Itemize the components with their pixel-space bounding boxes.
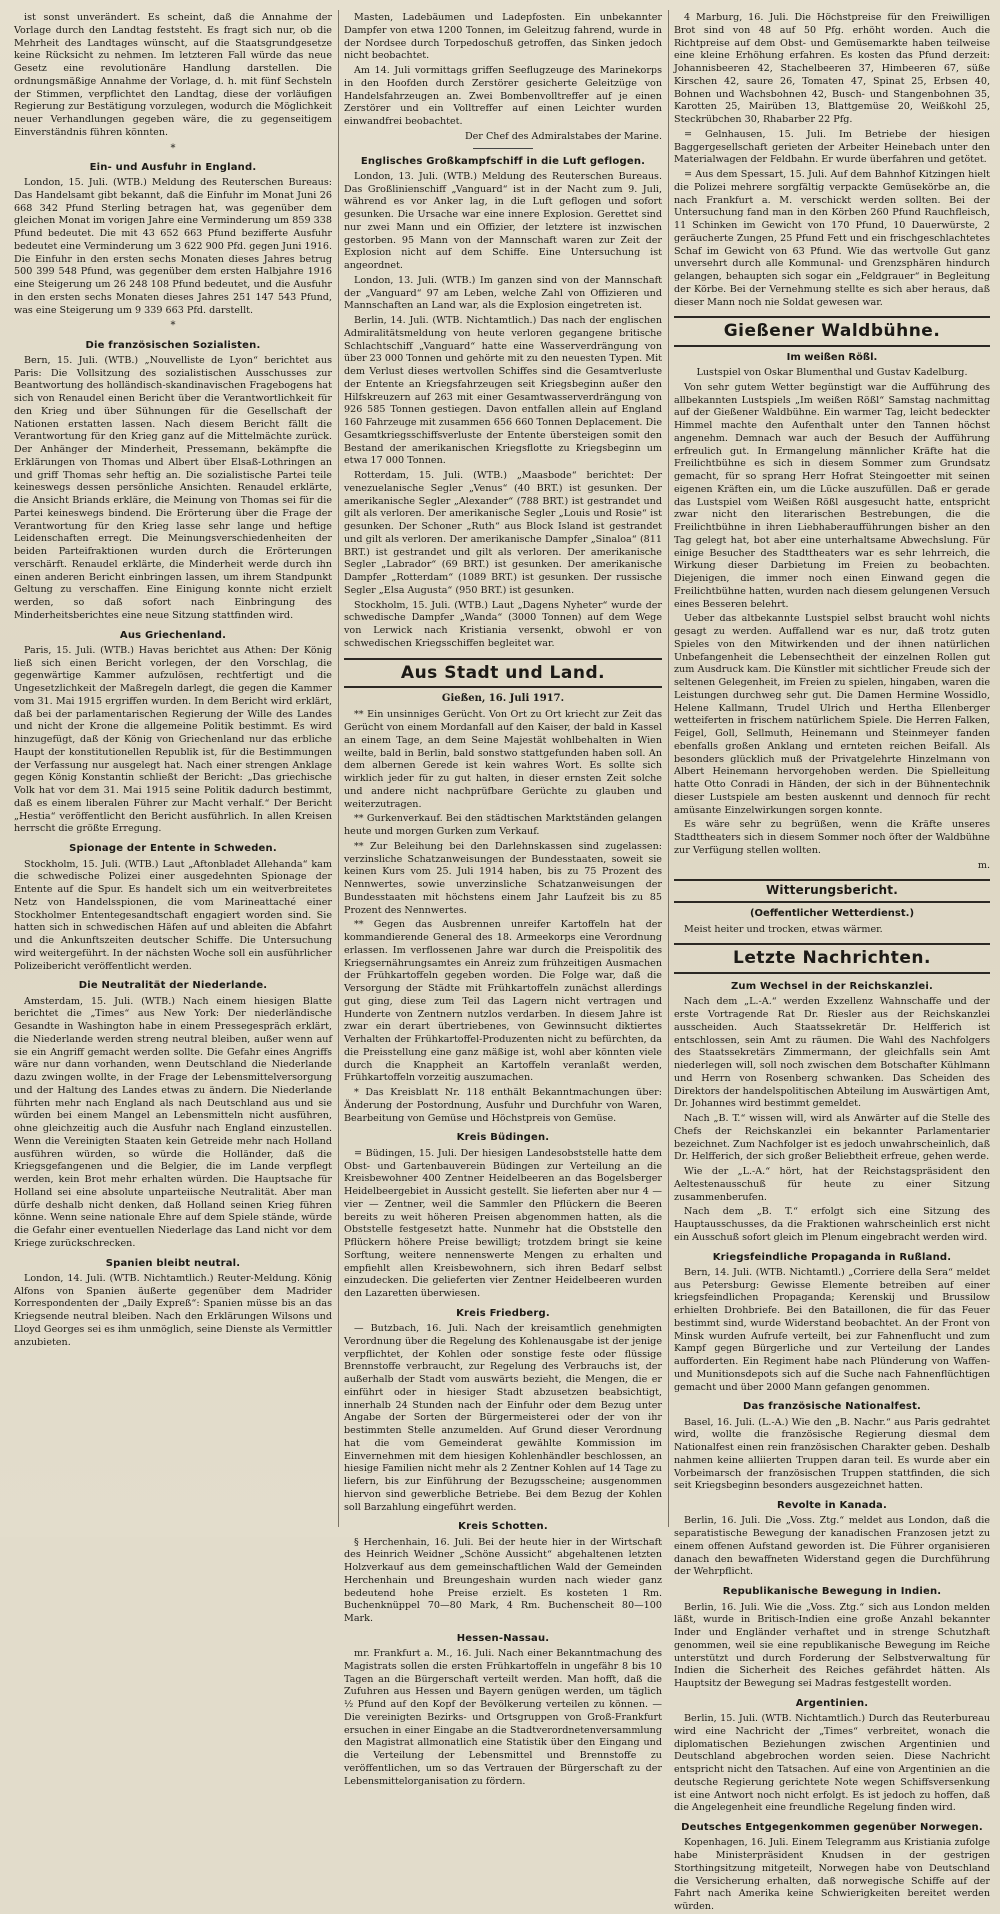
- article-paragraph: Bern, 15. Juli. (WTB.) „Nouvelliste de Lyon“ berichtet aus Paris: Die Vollsitzung des sozialistischen Ausschusses zur Beantwortung des holländisch-skandinavischen Fragebogens hat sich von Renaudel einen Bericht über die Verantwortlichkeit für den Krieg und über Sühnungen für die Gesellschaft der Nationen erstatten lassen. Nach diesem Bericht fällt die Verantwortung für den Krieg ganz auf die Mittelmächte zurück. Der Anhänger der Minderheit, Pressemann, bekämpfte die Erklärungen von Thomas und Albert über Elsaß-Lothringen an und griff Thomas sehr heftig an. Die sozialistische Partei teile keineswegs dessen persönliche Ansichten. Renaudel erklärte, die Ansicht Briands erkläre, die Meinung von Thomas sei für die Partei keineswegs bindend. Die Erörterung über die Frage der Verantwortung für den Krieg lasse sehr lange und heftige Leidenschaften erregt. Die Meinungsverschiedenheiten der beiden Parteifraktionen wurden durch die Erörterungen verschärft. Renaudel erklärte, die Minderheit werde durch ihn einen anderen Bericht einbringen lassen, um ihrem Standpunkt Geltung zu verschaffen. Eine Einigung konnte nicht erzielt werden, so daß sofort nach Einbringung des Minderheitsberichtes eine neue Sitzung stattfinden wird.: [14, 354, 332, 621]
- section-dateline: Gießen, 16. Juli 1917.: [441, 693, 565, 705]
- article-paragraph: London, 13. Juli. (WTB.) Im ganzen sind von der Mannschaft der „Vanguard“ 97 am Leben, welche Zahl von Offizieren und Mannschaften an Land war, als die Explosion eingetreten ist.: [344, 274, 662, 312]
- article-heading: Das französische Nationalfest.: [742, 1401, 922, 1413]
- article-signature: Der Chef des Admiralstabes der Marine.: [464, 130, 662, 142]
- article-heading: Ein- und Ausfuhr in England.: [89, 161, 257, 173]
- article-paragraph: London, 14. Juli. (WTB. Nichtamtlich.) Reuter-Meldung. König Alfons von Spanien äußerte gegenüber dem Madrider Korrespondenten der „Daily Expreß“: Spanien müsse bis an das Kriegsende neutral bleiben. Nach den Erklärungen Wilsons und Lloyd Georges sei es ihm unmöglich, seine Dienste als Vermittler anzubieten.: [14, 1272, 332, 1348]
- article-heading: Zum Wechsel in der Reichskanzlei.: [730, 981, 934, 993]
- article-paragraph: Berlin, 16. Juli. Wie die „Voss. Ztg.“ sich aus London melden läßt, wurde in Britisch-Indien eine große Anzahl bekannter Inder und Engländer verhaftet und in strenge Schutzhaft genommen, weil sie eine republikanische Bewegung im Reiche unterstützt und durch Forderung der Selbstverwaltung für Indien die Sicherheit des Reiches gefährdet hätten. Als Hauptsitz der Bewegung sei Madras festgestellt worden.: [674, 1601, 990, 1689]
- column-divider: [668, 10, 669, 1527]
- article-paragraph: ** Gurkenverkauf. Bei den städtischen Marktständen gelangen heute und morgen Gurken zum Verkauf.: [344, 813, 662, 838]
- article-heading: Hessen-Nassau.: [456, 1632, 550, 1644]
- article-paragraph: Wie der „L.-A.“ hört, hat der Reichstagspräsident den Aeltestenausschuß für heute zu einer Sitzung zusammenberufen.: [674, 1166, 990, 1203]
- section-subheading: Im weißen Rößl.: [786, 351, 878, 363]
- article-paragraph: London, 15. Juli. (WTB.) Meldung des Reuterschen Bureaus: Das Handelsamt gibt bekannt, daß die Einfuhr im Monat Juni 26 668 342 Pfund Sterling betragen hat, was gegenüber dem gleichen Monat im vorigen Jahre eine Verminderung um 859 338 Pfund bedeutet. Die mit 43 652 663 Pfund bezifferte Ausfuhr bedeutet eine Verminderung um 3 622 900 Pfd. gegen Juni 1916. Die Einfuhr in den ersten sechs Monaten dieses Jahres betrug 500 399 548 Pfund, was gegenüber dem ersten Halbjahre 1916 eine Steigerung um 26 248 108 Pfund bedeutet, und die Ausfuhr in den ersten sechs Monaten dieses Jahres 251 147 543 Pfund, was eine Steigerung um 9 339 663 Pfd. darstellt.: [14, 177, 332, 316]
- article-paragraph: Bern, 14. Juli. (WTB. Nichtamtl.) „Corriere della Sera“ meldet aus Petersburg: Gewisse Elemente betreiben auf einer kriegsfeindlichen Propaganda; Kerenskij und Brussilow erhielten Drohbriefe. Bei den Bataillonen, die für das Feuer bestimmt sind, wurde Widerstand beobachtet. An der Front von Minsk wurden Aufrufe verteilt, bei zur Fahnenflucht und zum Kampf gegen Bürgerliche und zur Verteilung der Landes aufforderten. Ein Regiment habe nach Plünderung von Waffen- und Munitionsdepots sich auf die Suche nach Fahnenflüchtigen gemacht und über 2000 Mann gefangen genommen.: [674, 1266, 990, 1393]
- article-signature: m.: [977, 859, 990, 871]
- article-heading: Englisches Großkampfschiff in die Luft geflogen.: [360, 155, 646, 167]
- article-paragraph: § Herchenhain, 16. Juli. Bei der heute hier in der Wirtschaft des Heinrich Weidner „Schöne Aussicht“ abgehaltenen letzten Holzverkauf aus dem gemeinschaftlichen Wald der Gemeinden Herchenhain und Breungeshain wurden nach wieder ganz bedeutend hohe Preise erzielt. Es kosteten 1 Rm. Buchenknüppel 70—80 Mark, 4 Rm. Buchenscheit 80—100 Mark.: [344, 1536, 662, 1625]
- article-paragraph: Masten, Ladebäumen und Ladepfosten. Ein unbekannter Dampfer von etwa 1200 Tonnen, im Geleitzug fahrend, wurde in der Nordsee durch Torpedoschuß getroffen, das Sinken jedoch nicht beobachtet.: [344, 12, 662, 62]
- article-paragraph: Von sehr gutem Wetter begünstigt war die Aufführung des allbekannten Lustspiels „Im weißen Rößl“ Samstag nachmittag auf der Gießener Waldbühne. Ein warmer Tag, leicht bedeckter Himmel machte den Aufenthalt unter den Tannen höchst angenehm. Demnach war auch der Besuch der Aufführung erfreulich gut. In Ermangelung männlicher Kräfte hat die Freilichtbühne es sich in diesem Sommer zum Grundsatz gemacht, für so sprang Herr Hofrat Steingoetter mit seinen eigenen Kräften ein, um die Lücke auszufüllen. Daß er gerade das Lustspiel vom Weißen Rößl ausgesucht hatte, entspricht zwar nicht den literarischen Bestrebungen, die die Freilichtbühne in ihren Liebhaberaufführungen bisher an den Tag gelegt hat, bot aber eine unterhaltsame Abwechslung. Für einige Besucher des Stadttheaters war es sehr lehrreich, die Wirkung dieser Darbietung im Freien zu beobachten. Diejenigen, die immer noch einen Einwand gegen die Freilichtbühne hatten, wurden nach diesem gelungenen Versuch eines Besseren belehrt.: [674, 381, 990, 610]
- article-paragraph: Amsterdam, 15. Juli. (WTB.) Nach einem hiesigen Blatte berichtet die „Times“ aus New York: Der niederländische Gesandte in Washington habe in einem Pressegespräch erklärt, die Niederlande werden streng neutral bleiben, außer wenn auf sie ein Angriff gemacht werden sollte. Die Gefahr eines Angriffs wäre nur dann vorhanden, wenn Deutschland die Niederlande dazu zwingen wollte, in der Frage der Lebensmittelversorgung und der Haltung des Landes etwas zu ändern. Die Niederlande führten mehr nach England als nach Deutschland aus und sie würden bei einem Mangel an Lebensmitteln nicht ausführen, ohne gleichzeitig auch die Ausfuhr nach England einzustellen. Wenn die Vereinigten Staaten kein Getreide mehr nach Holland ausführen würden, so würde die Holländer, daß die Kriegsgefangenen und die Belgier, die im Lande verpflegt werden, kein Brot mehr erhalten würden. Die Hauptsache für Holland sei eine absolute unparteiische Neutralität. Aber man dürfe deshalb nicht denken, daß Holland seinen Krieg führen könne. Wenn seine nationale Ehre auf dem Spiele stände, würde die Gefahr einer eventuellen Niederlage das Land nicht vor dem Kriege zurückschrecken.: [14, 995, 332, 1249]
- article-paragraph: Berlin, 14. Juli. (WTB. Nichtamtlich.) Das nach der englischen Admiralitätsmeldung von heute verloren gegangene britische Schlachtschiff „Vanguard“ hatte eine Wasserverdrängung von über 23 000 Tonnen und gehörte mit zu den neuesten Typen. Mit dem Verlust dieses wertvollen Schiffes sind die Gesamtverluste der Entente an Kriegsfahrzeugen seit Kriegsbeginn außer den Hilfskreuzern auf 263 mit einer Gesamtwasserverdrängung von 926 585 Tonnen gestiegen. Davon entfallen allein auf England 160 Fahrzeuge mit zusammen 656 660 Tonnen Deplacement. Die Gesamtkriegsschiffsverluste der Entente übersteigen somit den Bestand der amerikanischen Kriegsflotte zu Kriegsbeginn um etwa 17 000 Tonnen.: [344, 315, 662, 467]
- article-heading: Revolte in Kanada.: [776, 1500, 888, 1512]
- article-paragraph: Nach dem „B. T.“ erfolgt sich eine Sitzung des Hauptausschusses, da die Fraktionen wahrscheinlich erst nicht ein Ausschuß sofort gleich im Plenum eingebracht werden wird.: [674, 1206, 990, 1243]
- separator-star: *: [170, 142, 176, 154]
- article-heading: Republikanische Bewegung in Indien.: [722, 1586, 942, 1598]
- section-heading: Aus Stadt und Land.: [344, 658, 662, 689]
- column-right: [674, 12, 990, 1913]
- article-paragraph: * Das Kreisblatt Nr. 118 enthält Bekanntmachungen über: Änderung der Postordnung, Ausfuhr und Durchfuhr von Waren, Bearbeitung von Gemüse und Höchstpreis von Gemüse.: [344, 1087, 662, 1124]
- article-heading: Kreis Friedberg.: [456, 1307, 550, 1319]
- section-heading: Gießener Waldbühne.: [674, 316, 990, 347]
- column-middle: [344, 12, 662, 1787]
- article-heading: Die französischen Sozialisten.: [85, 339, 261, 351]
- article-paragraph: Stockholm, 15. Juli. (WTB.) Laut „Dagens Nyheter“ wurde der schwedische Dampfer „Wanda“ (3000 Tonnen) auf dem Wege von Lerwick nach Kristiania versenkt, obwohl er von schwedischen Kriegsschiffen begleitet war.: [344, 599, 662, 649]
- article-paragraph: = Büdingen, 15. Juli. Der hiesigen Landesobststelle hatte dem Obst- und Gartenbauverein Büdingen zur Verteilung an die Kreisbewohner 400 Zentner Heidelbeeren an das Bogelsberger Heidelbeergebiet in Aussicht gestellt. Sie lieferten aber nur 4 — vier — Zentner, weil die Sammler den Pflückern die Beeren bereits zu weit höheren Preisen abgenommen hatten, als die Obststelle festgesetzt hatte. Nunmehr hat die Obststelle den Pflückern höhere Preise bewilligt; trotzdem bringt sie keine Sorftung, weitere nennenswerte Mengen zu erhalten und empfiehlt allen Kreisbewohnern, sich ihren Bedarf selbst einzudecken. Die gelieferten vier Zentner Heidelbeeren wurden den Lazaretten überwiesen.: [344, 1147, 662, 1299]
- separator-star: *: [170, 320, 176, 332]
- separator-line: [473, 148, 533, 149]
- article-paragraph: Meist heiter und trocken, etwas wärmer.: [684, 923, 883, 935]
- article-paragraph: Berlin, 16. Juli. Die „Voss. Ztg.“ meldet aus London, daß die separatistische Bewegung der kanadischen Franzosen jetzt zu einem offenen Aufstand geworden ist. Die Führer organisieren danach den bewaffneten Widerstand gegen die Durchführung der Wehrpflicht.: [674, 1515, 990, 1578]
- article-paragraph: Stockholm, 15. Juli. (WTB.) Laut „Aftonbladet Allehanda“ kam die schwedische Polizei einer ausgedehnten Spionage der Entente auf die Spur. Es handelt sich um ein weitverbreitetes Netz von Handelsspionen, die vom Marineattaché einer Stockholmer Ententegesandtschaft engagiert worden sind. Sie hatten sich in schwedischen Häfen auf und ableiten die Abfahrt und die Ankunftszeiten deutscher Schiffe. Die Untersuchung wird weitergeführt. In der nächsten Woche soll ein ausführlicher Polizeibericht veröffentlicht werden.: [14, 858, 332, 972]
- article-paragraph: — Butzbach, 16. Juli. Nach der kreisamtlich genehmigten Verordnung über die Regelung des Kohlenausgabe ist der jenige verpflichtet, der Kohlen oder sonstige feste oder flüssige Brennstoffe verbraucht, zur Regelung des Verbrauchs ist, der außerhalb der Stadt vom auswärts bezieht, die Mengen, die er einführt oder in hiesiger Stadt abzusetzen beabsichtigt, innerhalb 24 Stunden nach der Einfuhr oder dem Bezug unter Angabe der Sorten der Bürgermeisterei oder der von ihr bestimmten Stelle anzumelden. Auf Grund dieser Verordnung hat die vom Gemeinderat gewählte Kommission im Einvernehmen mit dem hiesigen Kohlenhändler beschlossen, an hiesige Familien nicht mehr als 2 Zentner Kohlen auf 14 Tage zu liefern, bis zur Einführung der Bezugsscheine; ausgenommen hiervon sind gewerbliche Betriebe. Bei dem Bezug der Kohlen soll Barzahlung eingeführt werden.: [344, 1323, 662, 1513]
- article-paragraph: mr. Frankfurt a. M., 16. Juli. Nach einer Bekanntmachung des Magistrats sollen die ersten Frühkartoffeln in ungefähr 8 bis 10 Tagen an die Bürgerschaft verteilt werden. Man hofft, daß die Zufuhren aus Hessen und Bayern genügen werden, um täglich ½ Pfund auf den Kopf der Bevölkerung verteilen zu können. — Die vereinigten Bezirks- und Ortsgruppen von Groß-Frankfurt ersuchen in einer Eingabe an die Stadtverordnetenversammlung den Magistrat allmonatlich eine Statistik über den Eingang und die Verteilung der Lebensmittel und Brennstoffe zu veröffentlichen, um so das Vertrauen der Bürgerschaft zu der Lebensmittelorganisation zu fördern.: [344, 1648, 662, 1787]
- column-divider: [338, 10, 339, 1527]
- section-subheading: (Oeffentlicher Wetterdienst.): [749, 908, 915, 920]
- article-paragraph: ** Ein unsinniges Gerücht. Von Ort zu Ort kriecht zur Zeit das Gerücht von einem Mordanfall auf den Kaiser, der bald in Kassel an einem Tage, an dem Seine Majestät wohlbehalten in Wien weilte, bald in Berlin, bald sonstwo stattgefunden haben soll. An dem albernen Gerede ist kein wahres Wort. Es sollte sich wirklich jeder für zu gut halten, in dieser ernsten Zeit solche und andere nicht nachprüfbare Gerüchte zu glauben und weiterzutragen.: [344, 709, 662, 810]
- article-heading: Kriegsfeindliche Propaganda in Rußland.: [712, 1251, 952, 1263]
- article-paragraph: = Gelnhausen, 15. Juli. Im Betriebe der hiesigen Baggergesellschaft gerieten der Arbeiter Heinebach unter den Materialwagen der Feldbahn. Er wurde überfahren und getötet.: [674, 128, 990, 166]
- article-paragraph: Lustspiel von Oskar Blumenthal und Gustav Kadelburg.: [696, 367, 968, 379]
- article-paragraph: = Aus dem Spessart, 15. Juli. Auf dem Bahnhof Kitzingen hielt die Polizei mehrere sorgfältig verpackte Gemüsekörbe an, die nach Frankfurt a. M. verschickt werden sollten. Bei der Untersuchung fand man in den Körben 260 Pfund Rauchfleisch, 11 Schinken im Gewicht von 170 Pfund, 10 Dauerwürste, 2 geräucherte Zungen, 25 Pfund Fett und ein frischgeschlachtetes Schaf im Gewicht von 63 Pfund. Wie das wertvolle Gut ganz unversehrt durch alle Kommunal- und Grenzsphären hindurch gelangen, behaupten sich sogar ein „Feldgrauer“ in Begleitung der Körbe. Bei der Vernehmung stellte es sich aber heraus, daß dieser Mann noch nie Soldat gewesen war.: [674, 169, 990, 308]
- article-heading: Spionage der Entente in Schweden.: [69, 843, 277, 855]
- column-left: [14, 12, 332, 1525]
- article-heading: Aus Griechenland.: [119, 629, 227, 641]
- article-paragraph: Kopenhagen, 16. Juli. Einem Telegramm aus Kristiania zufolge habe Ministerpräsident Knudsen in der gestrigen Storthingsitzung mitgeteilt, Norwegen habe von Deutschland die Versicherung erhalten, daß norwegische Schiffe auf der Fahrt nach Amerika keine Schwierigkeiten bereitet werden würden.: [674, 1837, 990, 1913]
- article-paragraph: Nach dem „L.-A.“ werden Exzellenz Wahnschaffe und der erste Vortragende Rat Dr. Riesler aus der Reichskanzlei ausscheiden. Auch Staatssekretär Dr. Helfferich ist entschlossen, sein Amt zu räumen. Die Wahl des Nachfolgers des Staatssekretärs Zimmermann, der gleichfalls sein Amt niederlegen will, soll noch zwischen dem Botschafter Kühlmann und Herrn von Rosenberg schwanken. Das Scheiden des Direktors der handelspolitischen Abteilung im Auswärtigen Amt, Dr. Johannes wird bestimmt gemeldet.: [674, 996, 990, 1110]
- article-paragraph: Ueber das altbekannte Lustspiel selbst braucht wohl nichts gesagt zu werden. Auffallend war es nur, daß trotz guten Spieles von den Mitwirkenden und der ihnen natürlichen Unbefangenheit die Lebensechtheit der einzelnen Rollen gut zum Ausdruck kam. Die Künstler mit sichtlicher Freude sich der seltenen Gelegenheit, im Freien zu spielen, hingaben, waren die Leistungen durchweg sehr gut. Die Damen Hermine Wossidlo, Helene Kallmann, Trudel Ulrich und Hertha Ellenberger wetteiferten in frischem natürlichem Spiele. Die Herren Falken, Feigel, Goll, Sellmuth, Heinemann und Steinmeyer fanden ebenfalls großen Anklang und ernteten reichen Beifall. Als besonders glücklich muß der Privatgelehrte Hinzelmann von Albert Heinemann hervorgehoben werden. Die Spielleitung hatte Otto Conradi in Händen, der sich in der Bühnentechnik dieser Lustspiele am besten auskennt und dennoch für recht amüsante Einzelwirkungen sorgen konnte.: [674, 613, 990, 816]
- article-paragraph: Paris, 15. Juli. (WTB.) Havas berichtet aus Athen: Der König ließ sich einen Bericht vorlegen, der den Vorschlag, die gegenwärtige Kammer aufzulösen, rechtfertigt und die Ungesetzlichkeit der Maßregeln darlegt, die gegen die Kammer vom 31. Mai 1915 ergriffen wurden. In dem Bericht wird erklärt, daß bei der parlamentarischen Regierung der Wille des Landes und nicht der Krone die allgemeine Politik bestimmt. Es wird hinzugefügt, daß der König von Griechenland nur das erbliche Haupt der konstitutionellen Republik ist, für die Bestimmungen der Verfassung nur ausgelegt hat. Nach einer strengen Anklage gegen König Konstantin schließt der Bericht: „Das griechische Volk hat vor dem 31. Mai 1915 seine Politik dadurch bestimmt, daß es einem liberalen Führer zur Macht verhalf.“ Der Bericht „Hestia“ veröffentlicht den Bericht ausführlich. In allen Kreisen herrscht die größte Erregung.: [14, 644, 332, 835]
- article-heading: Spanien bleibt neutral.: [105, 1257, 241, 1269]
- article-heading: Kreis Schotten.: [458, 1521, 548, 1533]
- article-heading: Kreis Büdingen.: [456, 1132, 550, 1144]
- article-heading: Argentinien.: [795, 1697, 869, 1709]
- article-heading: Deutsches Entgegenkommen gegenüber Norwegen.: [681, 1822, 983, 1834]
- article-paragraph: 4 Marburg, 16. Juli. Die Höchstpreise für den Freiwilligen Brot sind von 48 auf 50 Pfg. erhöht worden. Auch die Richtpreise auf dem Obst- und Gemüsemarkte haben teilweise eine kleine Erhöhung erfahren. Es kosten das Pfund derzeit: Johannisbeeren 42, Stachelbeeren 37, Himbeeren 67, süße Kirschen 42, saure 26, Tomaten 47, Spinat 25, Erbsen 40, Bohnen und Wachsbohnen 42, Busch- und Stangenbohnen 35, Karotten 25, Mairüben 13, Blattgemüse 20, Weißkohl 25, Steckrübchen 30, Rhabarber 22 Pfg.: [674, 12, 990, 125]
- article-paragraph: Berlin, 15. Juli. (WTB. Nichtamtlich.) Durch das Reuterbureau wird eine Nachricht der „Times“ verbreitet, wonach die diplomatischen Beziehungen zwischen Argentinien und Deutschland abgebrochen worden seien. Diese Nachricht entspricht nicht den Tatsachen. Auf eine von Argentinien an die deutsche Regierung gerichtete Note wegen Schiffsversenkung ist eine Antwort noch nicht erfolgt. Es ist jedoch zu hoffen, daß die Angelegenheit eine freundliche Regelung finden wird.: [674, 1713, 990, 1814]
- article-paragraph: Basel, 16. Juli. (L.-A.) Wie den „B. Nachr.“ aus Paris gedrahtet wird, wollte die französische Regierung diesmal dem Nationalfest einen rein französischen Charakter geben. Deshalb nahmen keine alliierten Truppen daran teil. Es wurde aber ein Vorbeimarsch der französischen Truppen stattfinden, die sich seit Kriegsbeginn besonders ausgezeichnet hatten.: [674, 1416, 990, 1492]
- article-paragraph: ist sonst unverändert. Es scheint, daß die Annahme der Vorlage durch den Landtag feststeht. Es fragt sich nur, ob die Mehrheit des Landtages wünscht, auf die Staatsgrundgesetze keine Rücksicht zu nehmen. Im letzteren Fall würde das neue Gesetz eine revolutionäre Handlung darstellen. Die ordnungsmäßige Annahme der Vorlage, d. h. mit fünf Sechsteln der Stimmen, verpflichtet den Landtag, diese der vorläufigen Regierung zur Bestätigung vorzulegen, wodurch die Möglichkeit neuer Verhandlungen gegeben wäre, die zu gegenseitigem Einverständnis führen könnten.: [14, 12, 332, 138]
- article-paragraph: ** Zur Beleihung bei den Darlehnskassen sind zugelassen: verzinsliche Schatzanweisungen der Bundesstaaten, soweit sie keinen Kurs vom 25. Juli 1914 haben, bis zu 75 Prozent des Nennwertes, sowie unverzinsliche Schatzanweisungen der Bundesstaaten mit höchstens einem Jahr Laufzeit bis zu 85 Prozent des Nennwertes.: [344, 840, 662, 916]
- article-paragraph: Am 14. Juli vormittags griffen Seeflugzeuge des Marinekorps in den Hoofden durch Zerstörer gesicherte Geleitzüge von Handelsfahrzeugen an. Zwei Bombenvolltreffer auf je einen Zerstörer und ein Volltreffer auf einen Leichter wurden einwandfrei beobachtet.: [344, 65, 662, 127]
- article-paragraph: Rotterdam, 15. Juli. (WTB.) „Maasbode“ berichtet: Der venezuelanische Segler „Venus“ (40 BRT.) ist gesunken. Der amerikanische Segler „Alexander“ (788 BRT.) ist gestrandet und gilt als verloren. Der amerikanische Segler „Louis und Rosie“ ist gesunken. Der Schoner „Ruth“ aus Block Island ist gestrandet und gilt als verloren. Der amerikanische Dampfer „Sinaloa“ (811 BRT.) ist gestrandet und gilt als verloren. Der amerikanische Segler „Labrador“ (69 BRT.) ist gesunken. Der amerikanische Dampfer „Rotterdam“ (1089 BRT.) ist gesunken. Der russische Segler „Elsa Augusta“ (950 BRT.) ist gesunken.: [344, 470, 662, 596]
- article-paragraph: Es wäre sehr zu begrüßen, wenn die Kräfte unseres Stadttheaters sich in diesem Sommer noch öfter der Waldbühne zur Verfügung stellen wollten.: [674, 819, 990, 856]
- article-paragraph: ** Gegen das Ausbrennen unreifer Kartoffeln hat der kommandierende General des 18. Armeekorps eine Verordnung erlassen. Im verflossenen Jahre war durch die Preispolitik des Kriegsernährungsamtes ein Anreiz zum frühzeitigen Ausmachen der Frühkartoffeln gegeben worden. Die Folge war, daß die Versorgung der Städte mit Frühkartoffeln zunächst allerdings gut ging, diese zum Teil das Lagern nicht vertragen und Hunderte von Zentnern nutzlos verdarben. In diesem Jahre ist zwar ein derart übertriebenes, von Gewinnsucht diktiertes Verhalten der Frühkartoffel-Produzenten nicht zu befürchten, da die Preisstellung eine ganz mäßige ist, wohl aber könnten viele durch die Knappheit an Kartoffeln veranlaßt werden, Frühkartoffeln vorzeitig auszumachen.: [344, 919, 662, 1084]
- article-paragraph: London, 13. Juli. (WTB.) Meldung des Reuterschen Bureaus. Das Großlinienschiff „Vanguard“ ist in der Nacht zum 9. Juli, während es vor Anker lag, in die Luft geflogen und sofort gesunken. Die Ursache war eine innere Explosion. Gerettet sind nur zwei Mann und ein Offizier, der letztere ist inzwischen gestorben. 95 Mann von der Mannschaft waren zur Zeit der Explosion nicht auf dem Schiffe. Eine Untersuchung ist angeordnet.: [344, 170, 662, 272]
- article-paragraph: Nach „B. T.“ wissen will, wird als Anwärter auf die Stelle des Chefs der Reichskanzlei ein bekannter Parlamentarier bezeichnet. Zum Nachfolger ist es jedoch unwahrscheinlich, daß Dr. Helfferich, der sich großer Beliebtheit erfreue, gehen werde.: [674, 1113, 990, 1163]
- section-heading: Letzte Nachrichten.: [674, 943, 990, 974]
- article-heading: Die Neutralität der Niederlande.: [78, 980, 268, 992]
- article-heading: Witterungsbericht.: [674, 879, 990, 903]
